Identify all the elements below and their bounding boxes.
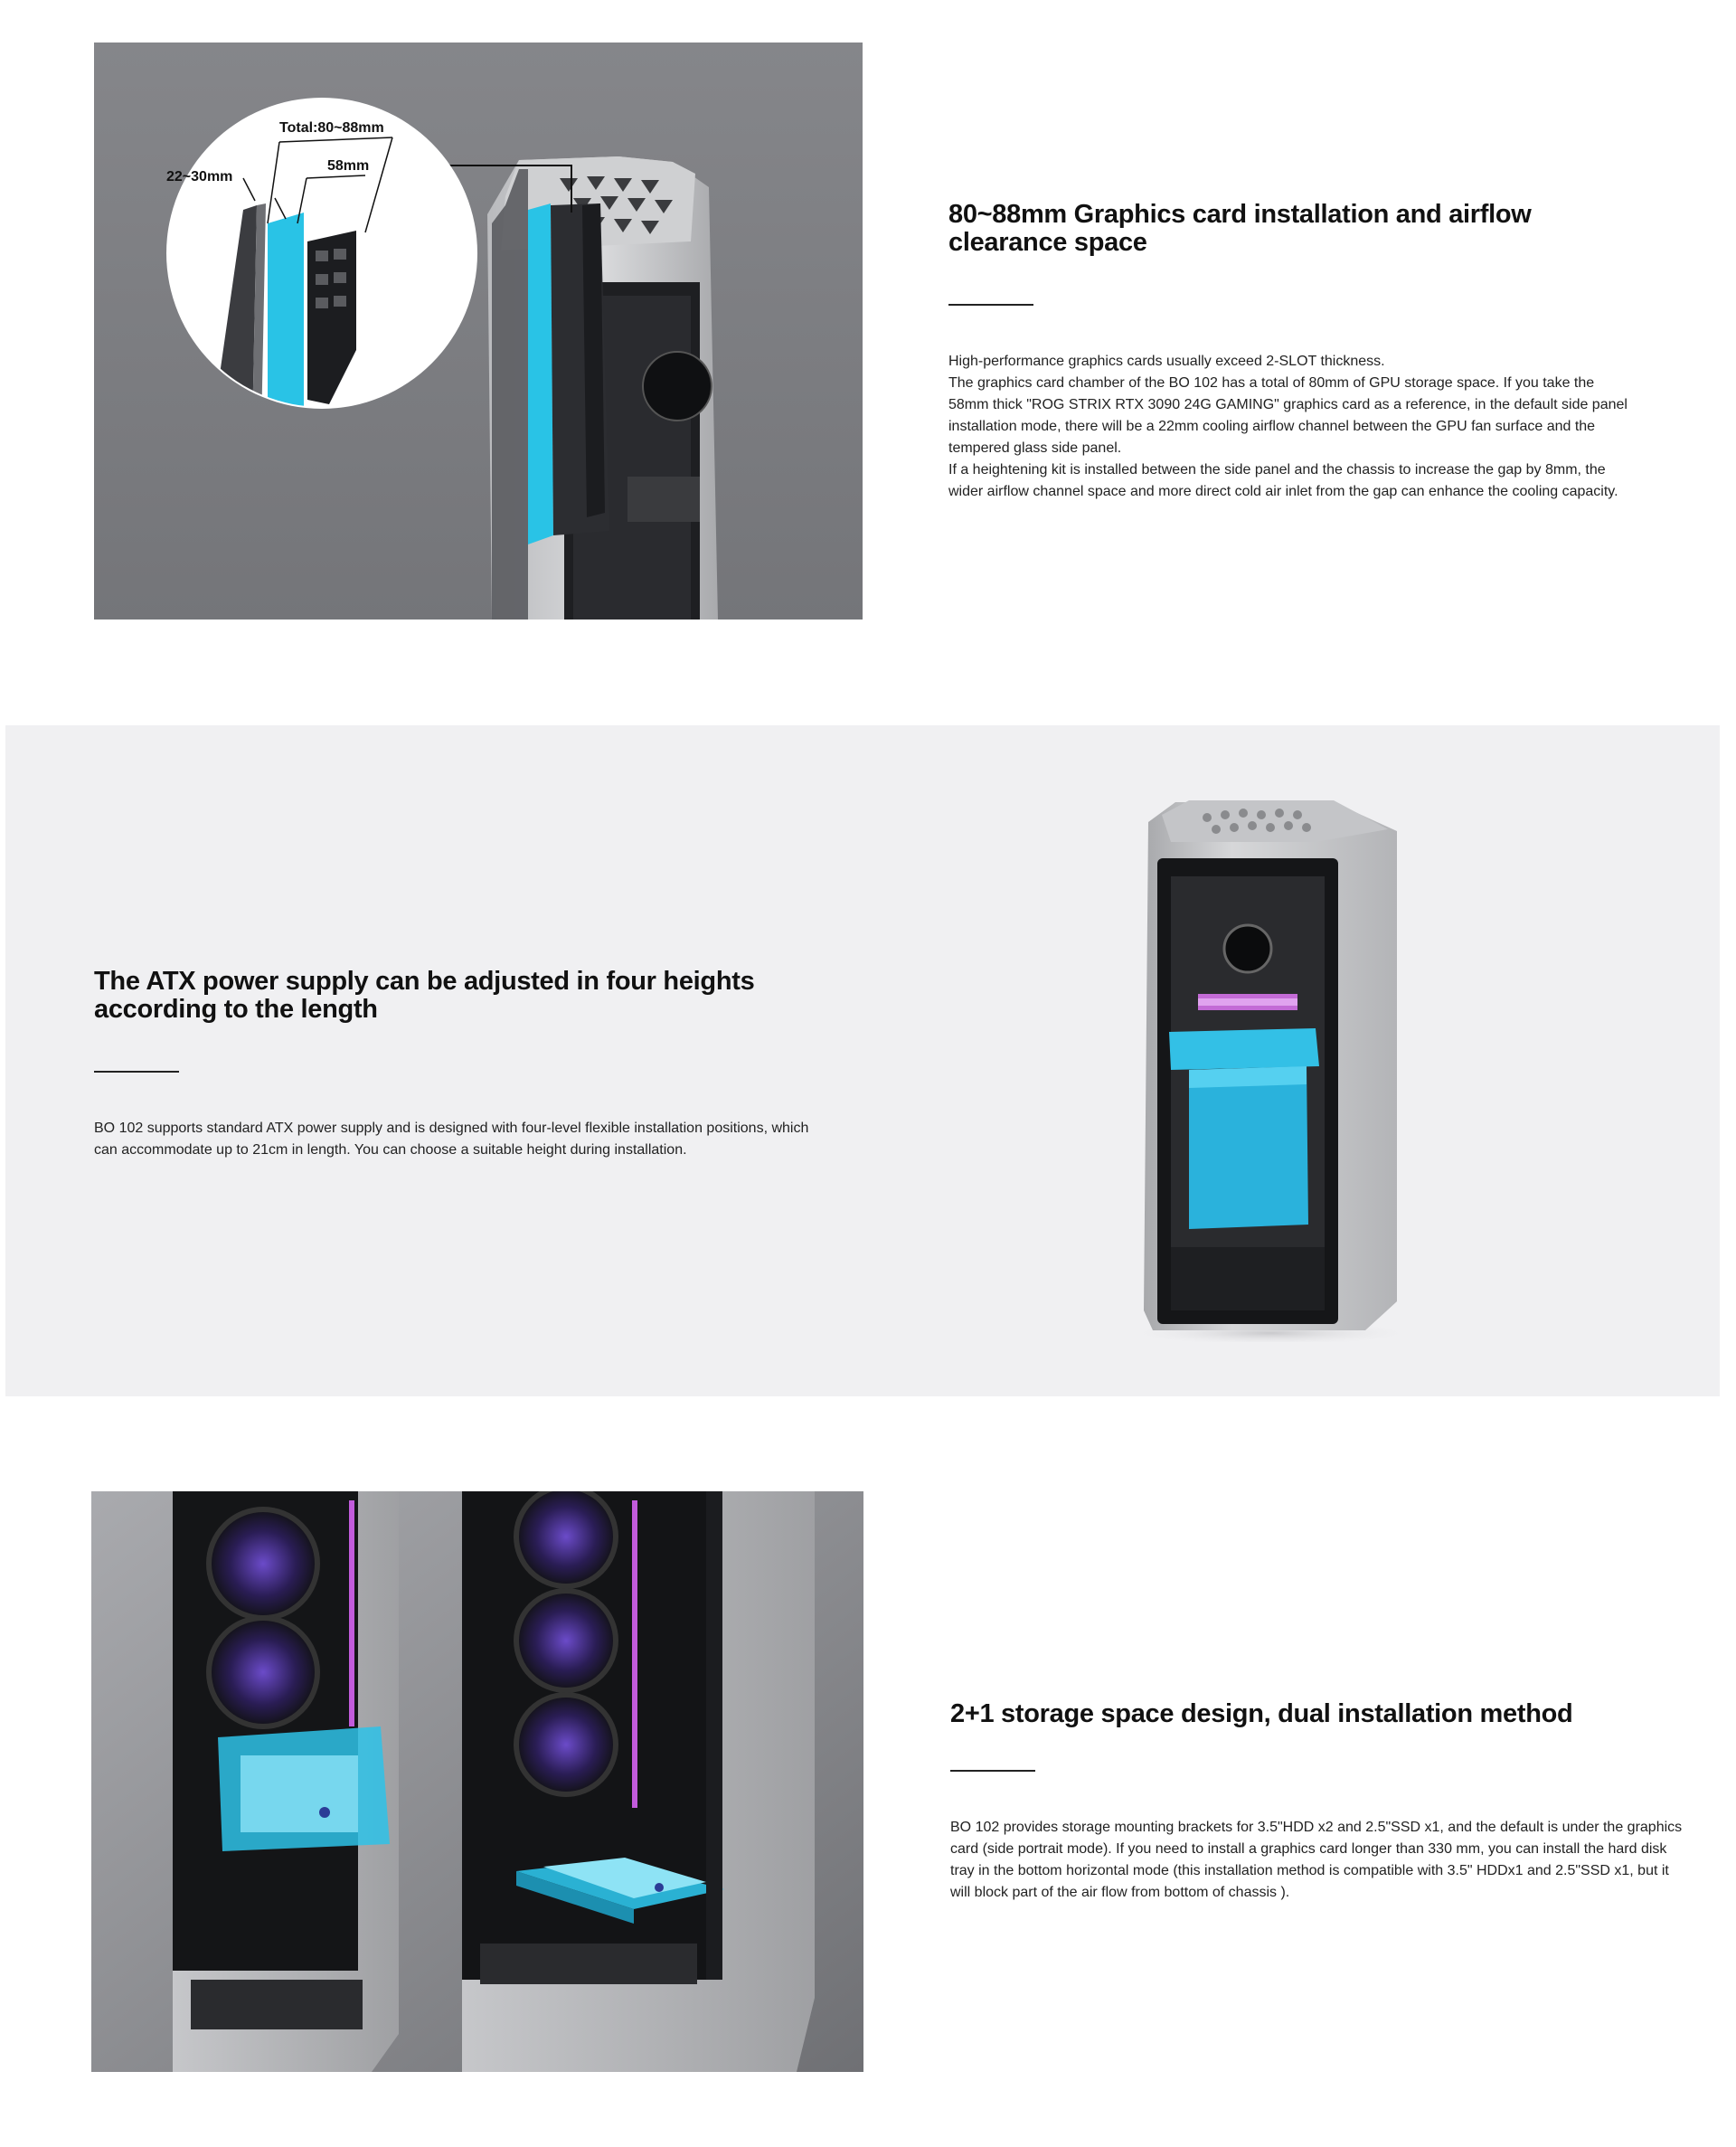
storage-image	[91, 1491, 863, 2072]
feature-body-storage	[950, 1817, 1692, 1904]
title-divider	[94, 1071, 179, 1073]
title-line-1: The ATX power supply can be adjusted in four heights	[94, 967, 755, 996]
title-divider	[948, 304, 1033, 306]
feature-title-storage	[950, 1700, 1692, 1728]
body-paragraph: High-performance graphics cards usually exceed 2-SLOT thickness.	[948, 354, 1385, 369]
title-line-2: clearance space	[948, 228, 1147, 257]
feature-body-psu	[94, 1118, 817, 1161]
feature-text-storage	[950, 1700, 1692, 1904]
gpu-clearance-illustration	[94, 43, 863, 620]
feature-text-psu	[94, 968, 817, 1161]
feature-title-psu	[94, 968, 817, 1024]
body-paragraph: BO 102 supports standard ATX power supply and is designed with four-level flexible installation positions, which can accommodate up to 21cm in length. You can choose a suitable height during installation.	[94, 1121, 809, 1158]
title-line-1: 80~88mm Graphics card installation and airflow	[948, 200, 1532, 229]
feature-title-gpu	[948, 201, 1636, 257]
gpu-clearance-image	[94, 43, 863, 620]
psu-case-illustration	[1135, 795, 1415, 1342]
title-divider	[950, 1770, 1035, 1772]
psu-section-band	[5, 725, 1720, 1396]
title-line-2: according to the length	[94, 995, 378, 1024]
callout-card: 58mm	[327, 158, 370, 174]
storage-illustration	[91, 1491, 863, 2072]
body-paragraph: The graphics card chamber of the BO 102 has a total of 80mm of GPU storage space. If you take the 58mm thick "ROG STRIX RTX 3090 24G GAMING" graphics card as a reference, in the default side panel installation mode, there will be a 22mm cooling airflow channel between the GPU fan surface and the tempered glass side panel.	[948, 375, 1628, 456]
feature-body-gpu	[948, 351, 1636, 503]
callout-gap: 22~30mm	[166, 169, 233, 184]
callout-total: Total:80~88mm	[279, 120, 384, 136]
body-paragraph: If a heightening kit is installed between the side panel and the chassis to increase the gap by 8mm, the wider airflow channel space and more direct cold air inlet from the gap can enhance the cooling capacity.	[948, 462, 1618, 499]
body-paragraph: BO 102 provides storage mounting brackets for 3.5"HDD x2 and 2.5"SSD x1, and the default is under the graphics card (side portrait mode). If you need to install a graphics card longer than 330 mm, you can install the hard disk tray in the bottom horizontal mode (this installation method is compatible with 3.5" HDDx1 and 2.5"SSD x1, but it will block part of the air flow from bottom of chassis ).	[950, 1820, 1683, 1900]
title-line-1: 2+1 storage space design, dual installation method	[950, 1699, 1573, 1728]
feature-text-gpu	[948, 201, 1636, 503]
